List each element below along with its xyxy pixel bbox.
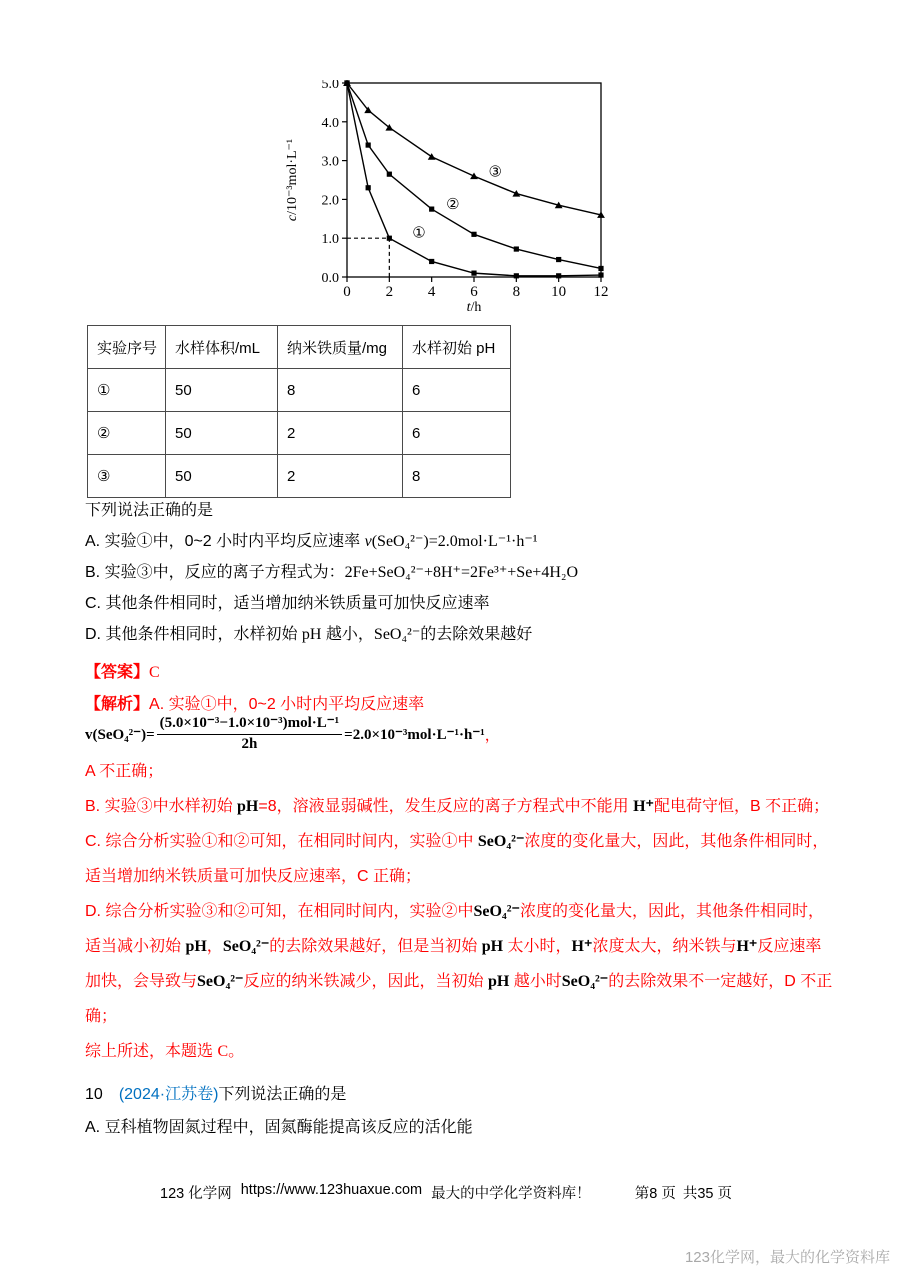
text-segment: C bbox=[149, 664, 160, 681]
text-segment: 浓度的变化量大，因此，其他条件相同时，适当增加纳米铁质量可加快反应速率，C 正确； bbox=[85, 833, 829, 885]
table-cell: 2 bbox=[278, 455, 403, 498]
text-segment: SeO₄²⁻ bbox=[373, 626, 421, 643]
triangle-marker bbox=[512, 190, 520, 197]
x-tick-label: 12 bbox=[593, 284, 609, 300]
square-marker bbox=[471, 271, 476, 276]
series-line-③ bbox=[347, 83, 601, 215]
x-tick-label: 10 bbox=[551, 284, 567, 300]
text-segment: =8，溶液显弱碱性，发生反应的离子方程式中不能用 bbox=[258, 798, 634, 815]
footer-page-current: 第8 页 bbox=[634, 1186, 676, 1202]
table-row bbox=[88, 455, 511, 498]
formula-tail: ， bbox=[484, 726, 500, 744]
text-segment: SeO₄²⁻ bbox=[473, 903, 520, 920]
next-question-option-a bbox=[85, 1111, 833, 1144]
answer-line bbox=[85, 657, 833, 688]
analysis-paragraph-d bbox=[85, 894, 833, 1034]
text-segment: H⁺ bbox=[633, 798, 654, 815]
x-tick-label: 4 bbox=[427, 284, 436, 300]
table-cell: ③ bbox=[88, 455, 166, 498]
text-segment: 综上所述，本题选 bbox=[85, 1043, 218, 1060]
y-axis-label: c/10⁻³mol·L⁻¹ bbox=[285, 138, 300, 222]
text-segment: D. 其他条件相同时，水样初始 bbox=[85, 626, 302, 643]
page-footer bbox=[160, 1182, 732, 1203]
footer-tagline: 最大的中学化学资料库！ bbox=[431, 1186, 591, 1202]
square-marker bbox=[429, 259, 434, 264]
option-b bbox=[85, 557, 833, 588]
curve-label-③: ③ bbox=[488, 164, 502, 181]
text-segment: v bbox=[364, 533, 372, 550]
square-marker bbox=[471, 232, 476, 237]
y-tick-label: 4.0 bbox=[321, 115, 339, 131]
x-tick-label: 0 bbox=[343, 284, 351, 300]
table-header-cell: 纳米铁质量/mg bbox=[278, 326, 403, 369]
text-segment: A. 实验①中，0~2 小时内平均反应速率 bbox=[149, 696, 425, 713]
table-header-cell: 水样体积/mL bbox=[166, 326, 278, 369]
guide-dashed-line bbox=[347, 238, 389, 277]
curve-label-①: ① bbox=[412, 225, 426, 242]
text-segment: 【答案】 bbox=[85, 664, 150, 681]
footer-page-number bbox=[635, 1182, 732, 1203]
square-marker bbox=[387, 172, 392, 177]
text-segment: pH bbox=[301, 626, 322, 643]
analysis-conclusion bbox=[85, 1034, 833, 1069]
text-segment: (SeO₄²⁻)=2.0mol·L⁻¹·h⁻¹ bbox=[371, 533, 538, 550]
text-segment: 的去除效果不一定越好，D 不正确； bbox=[85, 973, 833, 1025]
concentration-time-chart bbox=[282, 80, 622, 315]
formula-denominator: 2h bbox=[241, 735, 258, 752]
curve-label-②: ② bbox=[446, 197, 460, 214]
y-tick-label: 5.0 bbox=[321, 80, 339, 92]
text-segment: 【解析】 bbox=[85, 696, 150, 713]
text-segment: 浓度太大，纳米铁与 bbox=[592, 938, 737, 955]
experiment-conditions-table bbox=[87, 325, 511, 498]
text-segment: pH bbox=[487, 973, 510, 990]
text-segment: 10 bbox=[85, 1086, 119, 1103]
text-segment: 。 bbox=[228, 1043, 245, 1060]
table-cell: 8 bbox=[403, 455, 511, 498]
table-cell: 50 bbox=[166, 455, 278, 498]
square-marker bbox=[387, 236, 392, 241]
y-tick-label: 2.0 bbox=[321, 193, 339, 209]
text-segment: SeO₄²⁻ bbox=[561, 973, 609, 990]
table-cell: 50 bbox=[166, 369, 278, 412]
formula-lhs: v(SeO₄²⁻)= bbox=[85, 726, 155, 743]
y-tick-label: 0.0 bbox=[321, 271, 339, 286]
text-segment: 2Fe+SeO₄²⁻+8H⁺=2Fe³⁺+Se+4H₂O bbox=[344, 564, 578, 581]
text-segment: A. 实验①中，0~2 小时内平均反应速率 bbox=[85, 533, 365, 550]
analysis-paragraph-a bbox=[85, 754, 833, 789]
text-segment: ， bbox=[206, 938, 223, 955]
table-row bbox=[88, 369, 511, 412]
text-segment: 的去除效果越好 bbox=[420, 626, 533, 643]
text-segment: C. 其他条件相同时，适当增加纳米铁质量可加快反应速率 bbox=[85, 595, 490, 612]
table-cell: 6 bbox=[403, 412, 511, 455]
option-c bbox=[85, 588, 833, 619]
option-d bbox=[85, 619, 833, 650]
table-header-cell: 实验序号 bbox=[88, 326, 166, 369]
x-tick-label: 2 bbox=[385, 284, 394, 300]
text-segment: A. 豆科植物固氮过程中，固氮酶能提高该反应的活化能 bbox=[85, 1119, 473, 1136]
triangle-marker bbox=[470, 173, 478, 180]
square-marker bbox=[514, 246, 519, 251]
text-segment: C bbox=[217, 1043, 229, 1060]
analysis-head-text bbox=[85, 691, 424, 714]
text-segment: B. 实验③中，反应的离子方程式为： bbox=[85, 564, 345, 581]
series-line-① bbox=[347, 83, 601, 276]
footer-site-name: 123 化学网 bbox=[160, 1186, 232, 1202]
text-segment: 配电荷守恒，B 不正确； bbox=[653, 798, 830, 815]
text-segment: 反应的纳米铁减少，因此，当初始 bbox=[243, 973, 488, 990]
text-segment: 越小， bbox=[321, 626, 374, 643]
text-segment: 下列说法正确的是 bbox=[218, 1086, 347, 1103]
square-marker bbox=[598, 272, 603, 277]
text-segment: C. 综合分析实验①和②可知，在相同时间内，实验①中 bbox=[85, 833, 478, 850]
table-cell: 6 bbox=[403, 369, 511, 412]
text-segment: 越小时 bbox=[509, 973, 562, 990]
text-segment: pH bbox=[185, 938, 207, 955]
x-tick-label: 6 bbox=[470, 284, 478, 300]
analysis-paragraph-c bbox=[85, 824, 833, 894]
text-segment: H⁺ bbox=[571, 938, 593, 955]
text-segment: A 不正确； bbox=[85, 763, 164, 780]
analysis-head-line bbox=[85, 691, 833, 754]
text-segment: SeO₄²⁻ bbox=[197, 973, 244, 990]
text-segment: pH bbox=[237, 798, 259, 815]
text-segment: 的去除效果越好，但是当初始 bbox=[269, 938, 482, 955]
table-cell: 8 bbox=[278, 369, 403, 412]
text-segment: D. 综合分析实验③和②可知，在相同时间内，实验②中 bbox=[85, 903, 474, 920]
footer-site-url: https://www.123huaxue.com bbox=[240, 1182, 423, 1198]
formula-numerator: (5.0×10⁻³−1.0×10⁻³)mol·L⁻¹ bbox=[157, 714, 343, 735]
x-tick-label: 8 bbox=[512, 284, 521, 300]
question-stem: 下列说法正确的是 bbox=[85, 502, 214, 519]
question-body bbox=[85, 496, 833, 1144]
table-header-row bbox=[88, 326, 511, 369]
formula-fraction bbox=[157, 714, 343, 754]
next-question-line bbox=[85, 1078, 833, 1111]
footer-page-total: 共35 页 bbox=[682, 1186, 732, 1202]
square-marker bbox=[366, 185, 371, 190]
formula-rhs: =2.0×10⁻³mol·L⁻¹·h⁻¹ bbox=[344, 726, 485, 743]
square-marker bbox=[556, 257, 561, 262]
table-cell: 2 bbox=[278, 412, 403, 455]
watermark-text: 123化学网，最大的化学资料库 bbox=[684, 1249, 890, 1266]
y-tick-label: 3.0 bbox=[321, 154, 339, 170]
analysis-paragraph-b bbox=[85, 789, 833, 824]
text-segment: H⁺ bbox=[736, 938, 758, 955]
text-segment: B. 实验③中水样初始 bbox=[85, 798, 238, 815]
text-segment: SeO₄²⁻ bbox=[477, 833, 525, 850]
text-segment: (2024·江苏卷) bbox=[118, 1086, 219, 1103]
square-marker bbox=[598, 266, 603, 271]
y-tick-label: 1.0 bbox=[321, 232, 339, 248]
square-marker bbox=[429, 207, 434, 212]
option-a bbox=[85, 526, 833, 557]
x-axis-label: t/h bbox=[466, 300, 482, 315]
square-marker bbox=[366, 142, 371, 147]
text-segment: 浓度的变化量大，因此，其他条件相同时，适当减小初始 bbox=[85, 903, 824, 955]
table-cell: 50 bbox=[166, 412, 278, 455]
footer-site-info bbox=[160, 1182, 591, 1203]
square-marker bbox=[556, 273, 561, 278]
table-row bbox=[88, 412, 511, 455]
plot-frame bbox=[347, 83, 601, 277]
concentration-time-chart-figure bbox=[282, 80, 622, 315]
table-cell: ① bbox=[88, 369, 166, 412]
table-cell: ② bbox=[88, 412, 166, 455]
text-segment: SeO₄²⁻ bbox=[222, 938, 270, 955]
text-segment: pH bbox=[481, 938, 504, 955]
square-marker bbox=[514, 273, 519, 278]
text-segment: 反应速率加快，会导致与 bbox=[85, 938, 822, 990]
table-header-cell: 水样初始 pH bbox=[403, 326, 511, 369]
rate-formula bbox=[85, 714, 500, 754]
text-segment: 太小时， bbox=[503, 938, 572, 955]
